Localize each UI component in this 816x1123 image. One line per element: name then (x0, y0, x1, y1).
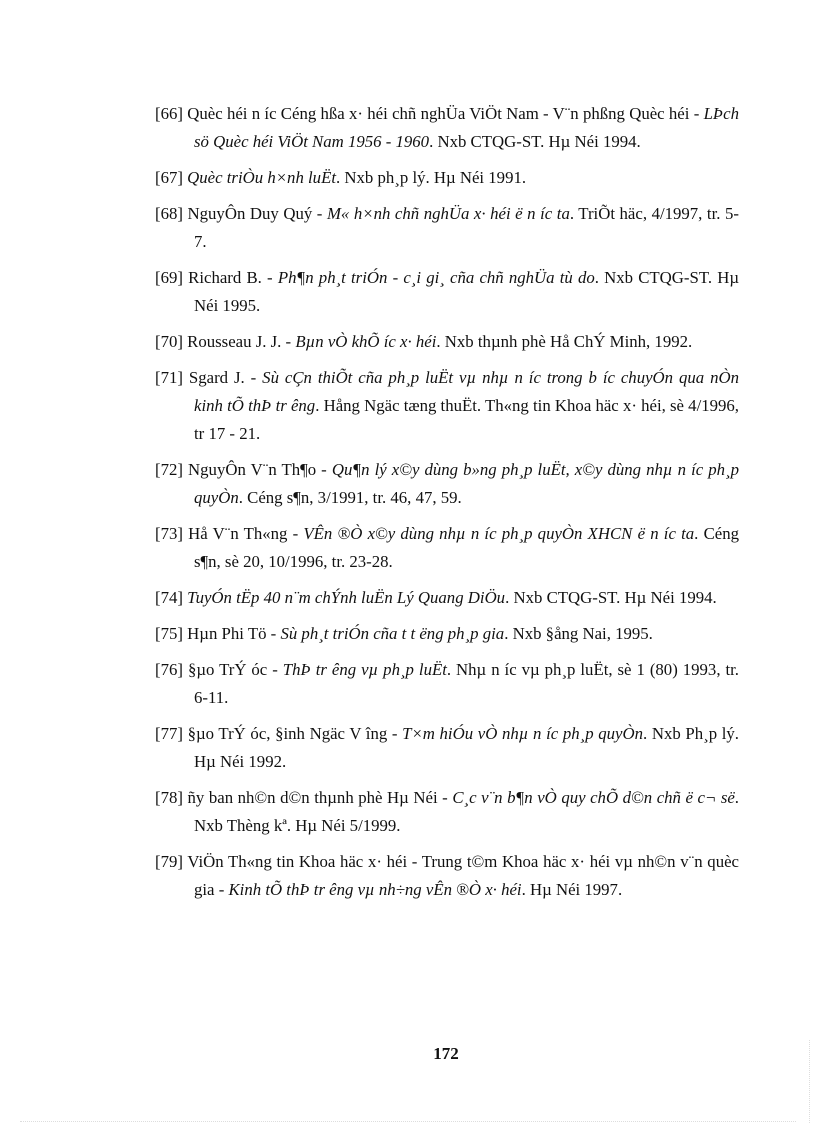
reference-title: Sù cÇn thiÕt cña ph¸p luËt vµ nhµ n íc trong b íc chuyÓn qua nÒn kinh tÕ thÞ tr êng (194, 368, 739, 415)
reference-publication: . TriÕt häc, 4/1997, tr. 5-7. (194, 204, 739, 251)
reference-entry (155, 784, 739, 840)
reference-title: Sù ph¸t triÓn cña t t ëng ph¸p gia (280, 624, 505, 643)
reference-entry (155, 584, 739, 612)
reference-publication: . Nhµ n íc vµ ph¸p luËt, sè 1 (80) 1993, tr. 6-11. (194, 660, 740, 707)
reference-publication: . Céng s¶n, 3/1991, tr. 46, 47, 59. (238, 488, 462, 507)
reference-publication: . Nxb thµnh phè Hå ChÝ Minh, 1992. (436, 332, 693, 351)
reference-number: [74] (155, 588, 183, 607)
reference-number: [69] (155, 268, 183, 287)
reference-entry (155, 848, 739, 904)
reference-number: [71] (155, 368, 183, 387)
reference-author: NguyÔn V¨n Th¶o - (188, 460, 332, 479)
reference-entry (155, 720, 739, 776)
reference-entry (155, 164, 739, 192)
page-border-bottom (20, 1121, 796, 1122)
reference-publication: . Nxb CTQG-ST. Hµ Néi 1994. (429, 132, 641, 151)
reference-title: Kinh tÕ thÞ tr êng vµ nh÷ng vÊn ®Ò x· héi (228, 880, 522, 899)
reference-title: M« h×nh chñ nghÜa x· héi ë n íc ta (326, 204, 570, 223)
reference-title: Ph¶n ph¸t triÓn - c¸i gi¸ cña chñ nghÜa tù do (277, 268, 595, 287)
reference-publication: . Hµ Néi 1997. (521, 880, 623, 899)
reference-entry (155, 520, 739, 576)
reference-entry (155, 200, 739, 256)
page-number: 172 (433, 1044, 459, 1063)
reference-number: [79] (155, 852, 183, 871)
reference-publication: . Céng s¶n, sè 20, 10/1996, tr. 23-28. (194, 524, 739, 571)
reference-author: NguyÔn Duy Quý - (187, 204, 327, 223)
reference-publication: . Nxb CTQG-ST. Hµ Néi 1994. (505, 588, 717, 607)
reference-author: §µo TrÝ óc, §inh Ngäc V îng - (187, 724, 403, 743)
reference-entry (155, 264, 739, 320)
reference-entry (155, 364, 739, 448)
reference-title: ThÞ tr êng vµ ph¸p luËt (282, 660, 447, 679)
reference-publication: . Nxb Thèng kª. Hµ Néi 5/1999. (194, 788, 739, 835)
reference-publication: . Nxb CTQG-ST. Hµ Néi 1995. (194, 268, 740, 315)
reference-number: [73] (155, 524, 183, 543)
reference-author: Hµn Phi Tö - (187, 624, 281, 643)
reference-entry (155, 456, 739, 512)
reference-number: [68] (155, 204, 183, 223)
reference-title: Quèc triÒu h×nh luËt (187, 168, 336, 187)
reference-entry (155, 328, 739, 356)
reference-list (155, 100, 739, 912)
reference-title: LÞch sö Quèc héi ViÖt Nam 1956 - 1960 (194, 104, 740, 151)
reference-number: [70] (155, 332, 183, 351)
reference-publication: . Hång Ngäc tæng thuËt. Th«ng tin Khoa häc x· héi, sè 4/1996, tr 17 - 21. (194, 396, 739, 443)
page-border-right (809, 1040, 810, 1123)
reference-entry (155, 100, 739, 156)
reference-author: Hå V¨n Th«ng - (188, 524, 304, 543)
reference-number: [78] (155, 788, 183, 807)
reference-author: Richard B. - (188, 268, 278, 287)
reference-author: ViÖn Th«ng tin Khoa häc x· héi - Trung t©m Khoa häc x· héi vµ nh©n v¨n quèc gia - (187, 852, 739, 899)
reference-title: C¸c v¨n b¶n vÒ quy chÕ d©n chñ ë c¬ së (452, 788, 735, 807)
reference-author: §µo TrÝ óc - (187, 660, 283, 679)
reference-title: TuyÓn tËp 40 n¨m chÝnh luËn Lý Quang DiÖu (187, 588, 506, 607)
reference-title: VÊn ®Ò x©y dùng nhµ n íc ph¸p quyÒn XHCN ë n íc ta (303, 524, 695, 543)
reference-publication: . Nxb ph¸p lý. Hµ Néi 1991. (336, 168, 527, 187)
reference-title: T×m hiÓu vÒ nhµ n íc ph¸p quyÒn (402, 724, 643, 743)
reference-publication: . Nxb Ph¸p lý. Hµ Néi 1992. (194, 724, 739, 771)
reference-entry (155, 656, 739, 712)
reference-author: Quèc héi n íc Céng hßa x· héi chñ nghÜa ViÖt Nam - V¨n phßng Quèc héi - (187, 104, 704, 123)
reference-title: Qu¶n lý x©y dùng b»ng ph¸p luËt, x©y dùng nhµ n íc ph¸p quyÒn (194, 460, 740, 507)
reference-author: ñy ban nh©n d©n thµnh phè Hµ Néi - (187, 788, 453, 807)
reference-number: [76] (155, 660, 183, 679)
reference-author: Sgard J. - (188, 368, 263, 387)
reference-publication: . Nxb §ång Nai, 1995. (504, 624, 653, 643)
reference-number: [72] (155, 460, 183, 479)
reference-number: [66] (155, 104, 183, 123)
reference-number: [75] (155, 624, 183, 643)
reference-author: Rousseau J. J. - (187, 332, 296, 351)
reference-number: [77] (155, 724, 183, 743)
reference-title: Bµn vÒ khÕ íc x· héi (295, 332, 437, 351)
reference-number: [67] (155, 168, 183, 187)
reference-entry (155, 620, 739, 648)
